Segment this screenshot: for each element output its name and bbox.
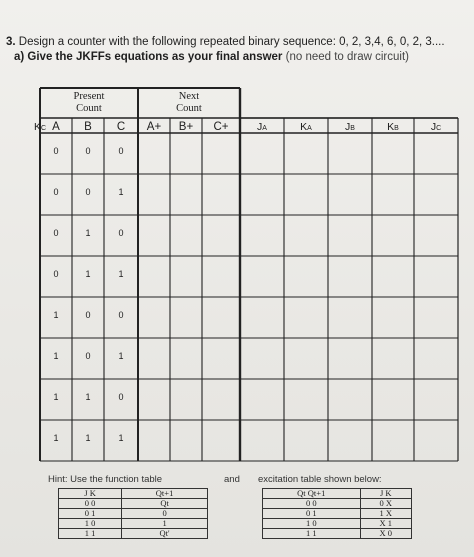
question-text: Design a counter with the following repeated binary sequence: 0, 2, 3,4, 6, 0, 2, 3.... <box>18 36 445 48</box>
column-header: A <box>52 121 60 133</box>
jk-function-table <box>58 488 208 539</box>
state-table-grid <box>33 88 460 468</box>
column-header: JB <box>345 121 355 133</box>
table-cell-value: 1 <box>85 269 91 279</box>
cell: Qt' <box>122 529 208 539</box>
table-cell-value: 0 <box>53 187 59 197</box>
table-row <box>59 519 208 529</box>
table-cell-value: 1 <box>118 269 124 279</box>
table-cell-value: 0 <box>85 351 91 361</box>
cell: 1 X <box>360 509 412 519</box>
table-row <box>59 509 208 519</box>
table-cell-value: 1 <box>53 433 59 443</box>
next-count-header <box>140 91 238 115</box>
table-cell-value: 1 <box>53 351 59 361</box>
hint-and: and <box>224 474 240 485</box>
part-a-note: (no need to draw circuit) <box>285 51 409 63</box>
question-line <box>6 36 445 48</box>
hint-excitation: excitation table shown below: <box>258 474 382 485</box>
part-a-line <box>14 51 409 63</box>
present-label: Present <box>73 91 105 102</box>
table-row <box>263 509 412 519</box>
table-cell-value: 0 <box>118 228 124 238</box>
table-cell-value: 0 <box>53 228 59 238</box>
table-row <box>59 499 208 509</box>
cell: 0 1 <box>59 509 122 519</box>
table-row <box>263 519 412 529</box>
hint-text: Hint: Use the function table <box>48 474 163 485</box>
cell: 1 0 <box>263 519 361 529</box>
table-cell-value: 1 <box>118 351 124 361</box>
present-count-label: Count <box>76 103 102 114</box>
column-header: KC <box>33 121 47 133</box>
table-cell-value: 0 <box>118 146 124 156</box>
column-header: C+ <box>213 121 229 133</box>
cell: 1 <box>122 519 208 529</box>
column-header: B+ <box>178 121 194 133</box>
column-header: A+ <box>146 121 162 133</box>
next-label: Next <box>178 91 200 102</box>
next-count-label: Count <box>176 103 202 114</box>
cell: 0 1 <box>263 509 361 519</box>
column-header: JA <box>257 121 267 133</box>
table-row <box>263 529 412 539</box>
column-header: KA <box>300 121 312 133</box>
cell: 1 1 <box>59 529 122 539</box>
table-cell-value: 0 <box>118 392 124 402</box>
state-table <box>33 88 460 473</box>
table-row <box>59 529 208 539</box>
column-header: KB <box>387 121 399 133</box>
function-table-header <box>59 489 208 499</box>
table-cell-value: 0 <box>118 310 124 320</box>
excitation-table-jk-header: J K <box>360 489 412 499</box>
present-count-header <box>42 91 136 115</box>
cell: Qt <box>122 499 208 509</box>
question-number: 3. <box>6 36 16 48</box>
table-cell-value: 0 <box>53 269 59 279</box>
jk-excitation-table <box>262 488 412 539</box>
cell: X 0 <box>360 529 412 539</box>
column-header: C <box>116 121 126 133</box>
cell: 0 0 <box>263 499 361 509</box>
table-cell-value: 1 <box>118 187 124 197</box>
table-cell-value: 1 <box>85 433 91 443</box>
column-header: B <box>84 121 92 133</box>
table-cell-value: 0 <box>85 187 91 197</box>
table-cell-value: 1 <box>53 310 59 320</box>
table-cell-value: 0 <box>85 146 91 156</box>
table-cell-value: 0 <box>85 310 91 320</box>
cell: X 1 <box>360 519 412 529</box>
table-cell-value: 1 <box>118 433 124 443</box>
function-table-jk-header: J K <box>59 489 122 499</box>
table-row <box>263 499 412 509</box>
table-cell-value: 1 <box>85 392 91 402</box>
table-cell-value: 1 <box>53 392 59 402</box>
table-cell-value: 0 <box>53 146 59 156</box>
part-a-text: a) Give the JKFFs equations as your final answer <box>14 51 283 63</box>
cell: 0 X <box>360 499 412 509</box>
cell: 0 0 <box>59 499 122 509</box>
excitation-table-q-header: Qt Qt+1 <box>263 489 361 499</box>
cell: 1 1 <box>263 529 361 539</box>
cell: 0 <box>122 509 208 519</box>
excitation-table-header <box>263 489 412 499</box>
table-cell-value: 1 <box>85 228 91 238</box>
function-table-q-header: Qt+1 <box>122 489 208 499</box>
column-header: JC <box>430 121 442 133</box>
cell: 1 0 <box>59 519 122 529</box>
